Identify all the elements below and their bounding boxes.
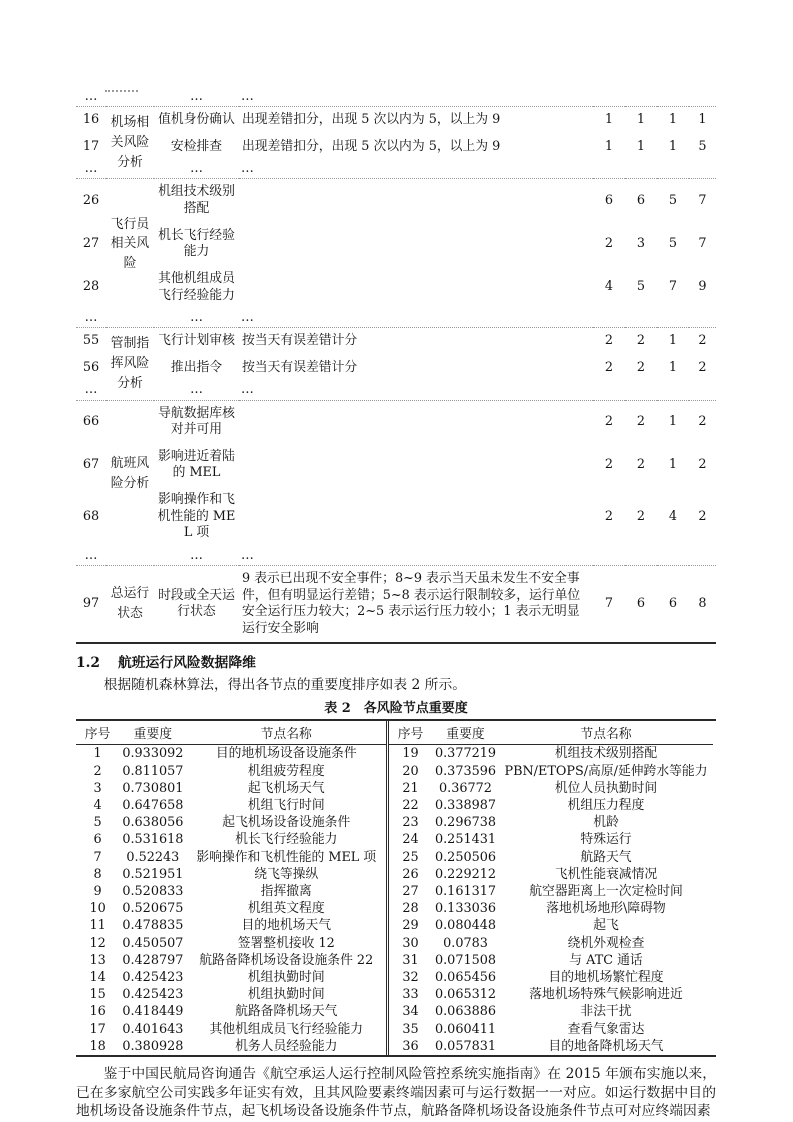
rank-cell: 10 [89, 901, 106, 917]
score-cell [625, 309, 657, 328]
node-cell: 时段或全天运行状态 [158, 587, 235, 620]
node-name-cell: 落地机场特殊气候影响进近 [529, 987, 683, 1003]
node-cell: 机组技术级别搭配 [158, 184, 235, 216]
importance-header: 重要度 [432, 721, 499, 745]
importance-row [76, 917, 388, 934]
section-heading [76, 651, 716, 671]
scoring-cell [239, 179, 593, 223]
importance-cell: 0.251431 [434, 832, 497, 848]
seq-cell: 26 [82, 192, 100, 208]
node-name-cell: 机组英文程度 [247, 901, 325, 917]
node-name-cell: 机长飞行经验能力 [235, 832, 338, 848]
section-intro: 根据随机森林算法，得出各节点的重要度排序如表 2 所示。 [103, 677, 467, 694]
importance-row [389, 849, 713, 866]
ellipsis-row [76, 88, 716, 107]
importance-row [76, 969, 388, 986]
rank-cell: 19 [402, 746, 419, 762]
score-cell: 1 [668, 359, 678, 375]
rank-cell: 30 [402, 935, 419, 951]
score-cell: 6 [668, 595, 678, 611]
importance-row [76, 745, 388, 763]
score-cell [689, 547, 716, 566]
node-name-cell: 航路备降机场天气 [235, 1004, 338, 1020]
score-cell [689, 381, 716, 400]
rank-header: 序号 [76, 721, 119, 745]
score-cell: 1 [636, 112, 646, 128]
rank-cell: 9 [93, 884, 102, 900]
table-row-16 [76, 107, 716, 134]
importance-cell: 0.428797 [122, 952, 184, 968]
rank-cell: 36 [402, 1038, 419, 1054]
table-row-55 [76, 328, 716, 355]
score-cell: 6 [604, 192, 614, 208]
importance-row [389, 763, 713, 780]
importance-cell: 0.531618 [122, 832, 184, 848]
node-name-cell: 特殊运行 [580, 832, 632, 848]
node-name-cell: 起飞机场天气 [247, 780, 325, 796]
node-cell: 飞行计划审核 [158, 333, 235, 349]
seq-cell: … [76, 547, 106, 566]
category-cell: 飞行员相关风险 [110, 216, 150, 272]
rank-cell: 15 [89, 987, 106, 1003]
rank-header: 序号 [389, 721, 432, 745]
importance-cell: 0.377219 [434, 746, 497, 762]
node-cell: 安检排查 [170, 138, 223, 154]
rank-cell: 28 [402, 901, 419, 917]
node-name-cell: 航路备降机场设备设施条件 22 [199, 952, 374, 968]
category-cell [106, 88, 154, 107]
score-cell: 2 [636, 457, 646, 473]
node-name-cell: 起飞机场设备设施条件 [222, 815, 351, 831]
node-name-cell: 机组疲劳程度 [247, 763, 325, 779]
importance-row [389, 831, 713, 848]
node-name-cell: 机龄 [593, 815, 619, 831]
importance-table-left [76, 721, 389, 1055]
category-cell: 管制指挥风险分析 [106, 328, 154, 400]
table-row-56 [76, 355, 716, 382]
importance-row [76, 1021, 388, 1038]
node-cell: … [154, 309, 239, 328]
score-cell: 6 [636, 595, 646, 611]
section-title: 航班运行风险数据降维 [117, 655, 256, 672]
scoring-cell [239, 487, 593, 547]
rank-cell: 27 [402, 884, 419, 900]
node-cell: 推出指令 [170, 359, 223, 375]
importance-cell: 0.060411 [434, 1021, 497, 1037]
node-name-cell: 目的地机场设备设施条件 [215, 746, 357, 762]
score-cell [625, 547, 657, 566]
importance-row [389, 900, 713, 917]
table-row-67 [76, 444, 716, 487]
importance-cell: 0.478835 [122, 918, 184, 934]
seq-cell: 28 [82, 279, 100, 295]
rank-cell: 17 [89, 1021, 106, 1037]
importance-cell: 0.401643 [122, 1021, 184, 1037]
importance-cell: 0.063886 [434, 1004, 497, 1020]
rank-cell: 34 [402, 1004, 419, 1020]
importance-cell: 0.161317 [434, 884, 497, 900]
importance-row [76, 831, 388, 848]
score-cell [689, 160, 716, 179]
importance-cell: 0.418449 [122, 1004, 184, 1020]
rank-cell: 16 [89, 1004, 106, 1020]
importance-cell: 0.36772 [439, 780, 492, 796]
importance-row [389, 935, 713, 952]
node-name-cell: 机组技术级别搭配 [554, 746, 658, 762]
ellipsis-row [76, 547, 716, 566]
rank-cell: 3 [93, 780, 102, 796]
node-name-cell: 机务人员经验能力 [235, 1038, 338, 1054]
scoring-cell [239, 444, 593, 487]
seq-cell: … [76, 160, 106, 179]
importance-cell: 0.450507 [122, 935, 184, 951]
node-name-cell: 目的地机场天气 [241, 918, 332, 934]
score-cell: 2 [604, 333, 614, 349]
rank-cell: 22 [402, 798, 419, 814]
importance-cell: 0.071508 [434, 952, 497, 968]
ellipsis-row [76, 160, 716, 179]
scoring-cell: … [239, 160, 593, 179]
rank-cell: 23 [402, 815, 419, 831]
score-cell: 1 [668, 138, 678, 154]
score-cell: 5 [668, 192, 678, 208]
scoring-cell: … [239, 309, 593, 328]
node-name-cell: 机组飞行时间 [247, 798, 325, 814]
node-name-header: 节点名称 [499, 721, 713, 745]
node-name-cell: 与 ATC 通话 [569, 952, 643, 968]
importance-row [76, 986, 388, 1003]
importance-cell: 0.057831 [434, 1038, 497, 1054]
importance-row [76, 883, 388, 900]
rank-cell: 32 [402, 970, 419, 986]
seq-cell: 17 [82, 138, 100, 154]
rank-cell: 29 [402, 918, 419, 934]
node-name-cell: 航空器距离上一次定检时间 [529, 884, 683, 900]
rank-cell: 24 [402, 832, 419, 848]
importance-row [389, 814, 713, 831]
seq-cell: … [76, 309, 106, 328]
rank-cell: 35 [402, 1021, 419, 1037]
importance-row [389, 1003, 713, 1020]
rank-cell: 21 [402, 780, 419, 796]
node-name-cell: 目的地机场繁忙程度 [548, 970, 664, 986]
node-cell: … [154, 160, 239, 179]
score-cell [657, 309, 689, 328]
score-cell [625, 88, 657, 107]
rank-cell: 26 [402, 866, 419, 882]
score-cell: 7 [604, 595, 614, 611]
node-name-cell: 查看气象雷达 [567, 1021, 645, 1037]
rank-cell: 7 [93, 849, 102, 865]
seq-cell: 67 [82, 457, 100, 473]
node-name-cell: 签署整机接收 12 [237, 935, 335, 951]
score-cell: 4 [604, 279, 614, 295]
importance-cell: 0.811057 [122, 763, 184, 779]
rank-cell: 5 [93, 815, 102, 831]
importance-cell: 0.0783 [443, 935, 488, 951]
table-row-68 [76, 487, 716, 547]
score-cell: 6 [636, 192, 646, 208]
node-name-header: 节点名称 [187, 721, 388, 745]
importance-cell: 0.065312 [434, 987, 497, 1003]
rank-cell: 6 [93, 832, 102, 848]
score-cell [593, 309, 625, 328]
importance-row [389, 866, 713, 883]
score-cell [689, 309, 716, 328]
seq-cell: 27 [82, 235, 100, 251]
seq-cell: 55 [82, 333, 100, 349]
score-cell: 2 [604, 359, 614, 375]
node-name-cell: 绕机外观检查 [567, 935, 645, 951]
table2-caption: 表 2 各风险节点重要度 [324, 701, 468, 717]
score-cell: 2 [604, 413, 614, 429]
score-cell [593, 160, 625, 179]
score-cell [625, 160, 657, 179]
score-cell [657, 381, 689, 400]
score-cell: 2 [698, 508, 707, 524]
score-cell: 7 [668, 279, 678, 295]
node-name-cell: 机组压力程度 [567, 798, 645, 814]
score-cell: 1 [668, 457, 678, 473]
score-cell: 2 [636, 508, 646, 524]
table-row-17 [76, 134, 716, 161]
importance-row [389, 969, 713, 986]
importance-cell: 0.647658 [122, 798, 184, 814]
node-name-cell: 其他机组成员飞行经验能力 [209, 1021, 364, 1037]
seq-cell: 97 [82, 595, 100, 611]
rank-cell: 4 [93, 798, 102, 814]
rank-cell: 13 [89, 952, 106, 968]
score-cell: 1 [636, 138, 646, 154]
score-cell: 9 [698, 279, 707, 295]
node-name-cell: 航路天气 [580, 849, 632, 865]
category-cell: 航班风险分析 [110, 455, 150, 491]
header-row [76, 721, 388, 745]
node-cell: 值机身份确认 [158, 112, 235, 128]
score-cell [593, 381, 625, 400]
importance-cell: 0.250506 [434, 849, 497, 865]
score-cell: 2 [698, 359, 707, 375]
score-cell [689, 88, 716, 107]
score-cell: 2 [698, 457, 707, 473]
rank-cell: 31 [402, 952, 419, 968]
importance-row [389, 952, 713, 969]
score-cell [657, 160, 689, 179]
table-row-28 [76, 266, 716, 309]
closing-paragraph: 鉴于中国民航局咨询通告《航空承运人运行控制风险管控系统实施指南》在 2015 年颁布实施以来，已在多家航空公司实践多年证实有效，且其风险要素终端因素可与运行数据一一对应。如运行数据中目的地机场设备设施条件节点，起飞机场设备设施条件节点，航路备降机场设备设施条件节点可对应终端因素 [76, 1066, 716, 1120]
scoring-cell: … [239, 88, 593, 107]
scoring-cell: 按当天有误差错计分 [242, 359, 358, 375]
importance-cell: 0.730801 [122, 780, 184, 796]
seq-cell: … [76, 88, 106, 107]
category-cell: 总运行状态 [110, 586, 150, 622]
score-cell: 5 [636, 279, 646, 295]
importance-cell: 0.229212 [434, 866, 497, 882]
score-cell: 1 [668, 413, 678, 429]
score-cell: 7 [698, 235, 707, 251]
importance-cell: 0.380928 [122, 1038, 184, 1054]
node-cell: 导航数据库核对并可用 [158, 405, 235, 438]
score-cell: 2 [636, 333, 646, 349]
importance-cell: 0.080448 [434, 918, 497, 934]
score-cell [625, 381, 657, 400]
importance-cell: 0.425423 [122, 987, 184, 1003]
node-cell: 机长飞行经验能力 [158, 227, 235, 260]
score-cell: 2 [604, 235, 614, 251]
rank-cell: 18 [89, 1038, 106, 1054]
importance-row [76, 952, 388, 969]
rank-cell: 12 [89, 935, 106, 951]
score-cell [593, 88, 625, 107]
scoring-cell [239, 400, 593, 444]
rank-cell: 20 [402, 763, 419, 779]
scoring-cell [239, 223, 593, 266]
importance-row [389, 986, 713, 1003]
category-cell [106, 309, 154, 328]
category-cell [106, 547, 154, 566]
rank-cell: 25 [402, 849, 419, 865]
ellipsis-row [76, 309, 716, 328]
scoring-cell [239, 266, 593, 309]
importance-row [389, 883, 713, 900]
importance-row [76, 849, 388, 866]
score-cell [657, 547, 689, 566]
importance-cell: 0.425423 [122, 970, 184, 986]
score-cell: 5 [698, 138, 707, 154]
score-cell: 2 [636, 413, 646, 429]
importance-cell: 0.065456 [434, 970, 497, 986]
score-cell [593, 547, 625, 566]
rank-cell: 2 [93, 763, 102, 779]
node-cell: … [154, 381, 239, 400]
node-cell: 其他机组成员飞行经验能力 [158, 270, 235, 303]
node-name-cell: 落地机场地形\障碍物 [546, 901, 666, 917]
score-cell: 2 [698, 333, 707, 349]
node-cell: 影响进近着陆的 MEL [158, 448, 235, 481]
section-number: 1.2 [76, 655, 101, 672]
score-cell: 2 [636, 359, 646, 375]
importance-cell: 0.520833 [122, 884, 184, 900]
score-cell: 3 [636, 235, 646, 251]
seq-cell: 56 [82, 359, 100, 375]
node-name-cell: 指挥撤离 [260, 884, 312, 900]
importance-cell: 0.521951 [122, 866, 184, 882]
rank-cell: 33 [402, 987, 419, 1003]
node-name-cell: 机组执勤时间 [247, 970, 325, 986]
seq-cell: 16 [82, 112, 100, 128]
score-cell: 1 [668, 112, 678, 128]
table-row-26 [76, 179, 716, 223]
importance-cell: 0.133036 [434, 901, 497, 917]
importance-row [76, 814, 388, 831]
importance-row [76, 1038, 388, 1055]
rank-cell: 8 [93, 866, 102, 882]
score-cell: 1 [604, 112, 614, 128]
score-cell: 1 [698, 112, 707, 128]
importance-table [76, 719, 716, 1057]
importance-row [76, 935, 388, 952]
risk-node-scoring-table [76, 88, 716, 644]
importance-row [76, 797, 388, 814]
scoring-cell: … [239, 381, 593, 400]
score-cell: 8 [698, 595, 707, 611]
importance-cell: 0.933092 [122, 746, 184, 762]
rank-cell: 14 [89, 970, 106, 986]
importance-row [389, 780, 713, 797]
node-name-cell: 目的地备降机场天气 [548, 1038, 664, 1054]
score-cell: 1 [604, 138, 614, 154]
score-cell [657, 88, 689, 107]
seq-cell: … [76, 381, 106, 400]
importance-row [389, 917, 713, 934]
node-name-cell: 机位人员执勤时间 [554, 780, 658, 796]
importance-cell: 0.52243 [126, 849, 180, 865]
importance-row [76, 780, 388, 797]
table-row-66 [76, 400, 716, 444]
importance-cell: 0.338987 [434, 798, 497, 814]
page-content [76, 88, 716, 1121]
score-cell: 5 [668, 235, 678, 251]
table-row-27 [76, 223, 716, 266]
seq-cell: 66 [82, 413, 100, 429]
importance-row [76, 1003, 388, 1020]
importance-row [389, 797, 713, 814]
node-name-cell: 非法干扰 [580, 1004, 632, 1020]
score-cell: 4 [668, 508, 678, 524]
score-cell: 2 [604, 457, 614, 473]
rank-cell: 11 [89, 918, 106, 934]
scoring-cell: 出现差错扣分，出现 5 次以内为 5，以上为 9 [242, 138, 501, 154]
scoring-cell: 按当天有误差错计分 [242, 333, 358, 349]
header-row [389, 721, 713, 745]
table-row-97 [76, 565, 716, 643]
importance-table-right [389, 721, 713, 1055]
rank-cell: 1 [93, 746, 102, 762]
importance-row [389, 1038, 713, 1055]
importance-cell: 0.638056 [122, 815, 184, 831]
node-cell: 影响操作和飞机性能的 MEL 项 [157, 492, 236, 541]
seq-cell: 68 [82, 508, 100, 524]
importance-row [76, 866, 388, 883]
importance-row [389, 1021, 713, 1038]
importance-row [76, 900, 388, 917]
scoring-cell: … [239, 547, 593, 566]
node-name-cell: PBN/ETOPS/高原/延伸跨水等能力 [504, 763, 708, 779]
node-name-cell: 影响操作和飞机性能的 MEL 项 [196, 849, 377, 865]
importance-row [389, 745, 713, 763]
importance-cell: 0.373596 [434, 763, 497, 779]
node-name-cell: 绕飞等操纵 [254, 866, 319, 882]
importance-row [76, 763, 388, 780]
score-cell: 1 [668, 333, 678, 349]
score-cell: 7 [698, 192, 707, 208]
node-cell: … [154, 88, 239, 107]
category-cell: 机场相关风险分析 [106, 107, 154, 179]
score-cell: 2 [604, 508, 614, 524]
node-cell: … [154, 547, 239, 566]
importance-header: 重要度 [119, 721, 186, 745]
ellipsis-row [76, 381, 716, 400]
node-name-cell: 起飞 [593, 918, 619, 934]
importance-cell: 0.520675 [122, 901, 184, 917]
scoring-cell: 9 表示已出现不安全事件；8~9 表示当天虽未发生不安全事件，但有明显运行差错；5~8 表示运行限制较多，运行单位安全运行压力较大；2~5 表示运行压力较小；1 表示无明显运行安全影响 [242, 570, 581, 636]
node-name-cell: 机组执勤时间 [247, 987, 325, 1003]
importance-cell: 0.296738 [434, 815, 497, 831]
scoring-cell: 出现差错扣分，出现 5 次以内为 5，以上为 9 [242, 112, 501, 128]
node-name-cell: 飞机性能衰减情况 [554, 866, 658, 882]
score-cell: 2 [698, 413, 707, 429]
